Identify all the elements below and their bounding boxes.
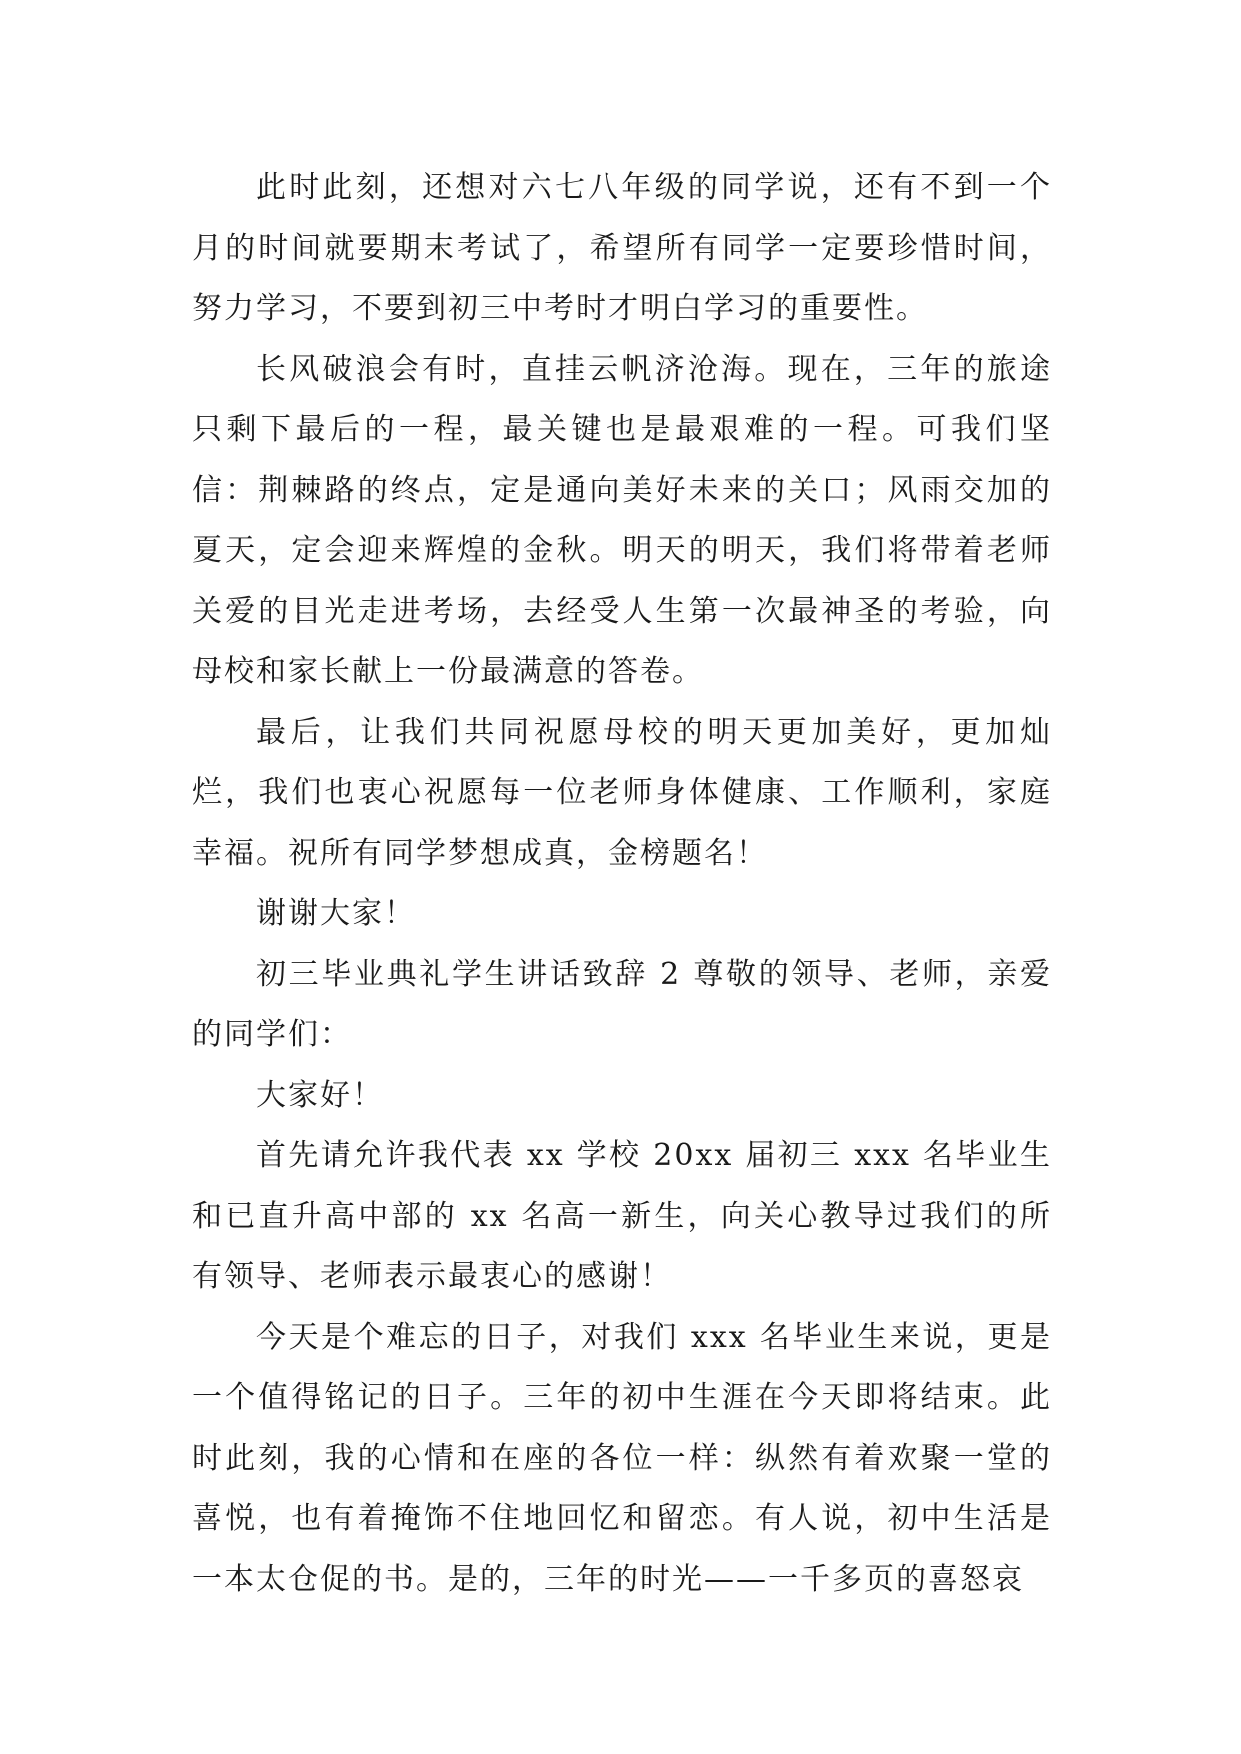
paragraph: 此时此刻，还想对六七八年级的同学说，还有不到一个月的时间就要期末考试了，希望所有同学一定要珍惜时间，努力学习，不要到初三中考时才明白学习的重要性。: [192, 170, 1052, 326]
paragraph: 首先请允许我代表 xx 学校 20xx 届初三 xxx 名毕业生和已直升高中部的 xx 名高一新生，向关心教导过我们的所有领导、老师表示最衷心的感谢！: [192, 1138, 1052, 1294]
document-body: [192, 158, 1052, 1610]
paragraph: 初三毕业典礼学生讲话致辞 2 尊敬的领导、老师，亲爱的同学们：: [192, 956, 1052, 1052]
paragraph: 今天是个难忘的日子，对我们 xxx 名毕业生来说，更是一个值得铭记的日子。三年的初中生涯在今天即将结束。此时此刻，我的心情和在座的各位一样：纵然有着欢聚一堂的喜悦，也有着掩饰不住地回忆和留恋。有人说，初中生活是一本太仓促的书。是的，三年的时光——一千多页的喜怒哀: [192, 1319, 1052, 1597]
paragraph: 大家好！: [256, 1077, 384, 1113]
paragraph: 谢谢大家！: [256, 896, 416, 931]
paragraph: 长风破浪会有时，直挂云帆济沧海。现在，三年的旅途只剩下最后的一程，最关键也是最艰难的一程。可我们坚信：荆棘路的终点，定是通向美好未来的关口；风雨交加的夏天，定会迎来辉煌的金秋。明天的明天，我们将带着老师关爱的目光走进考场，去经受人生第一次最神圣的考验，向母校和家长献上一份最满意的答卷。: [192, 351, 1052, 689]
paragraph: 最后，让我们共同祝愿母校的明天更加美好，更加灿烂，我们也衷心祝愿每一位老师身体健康、工作顺利，家庭幸福。祝所有同学梦想成真，金榜题名！: [192, 714, 1052, 871]
